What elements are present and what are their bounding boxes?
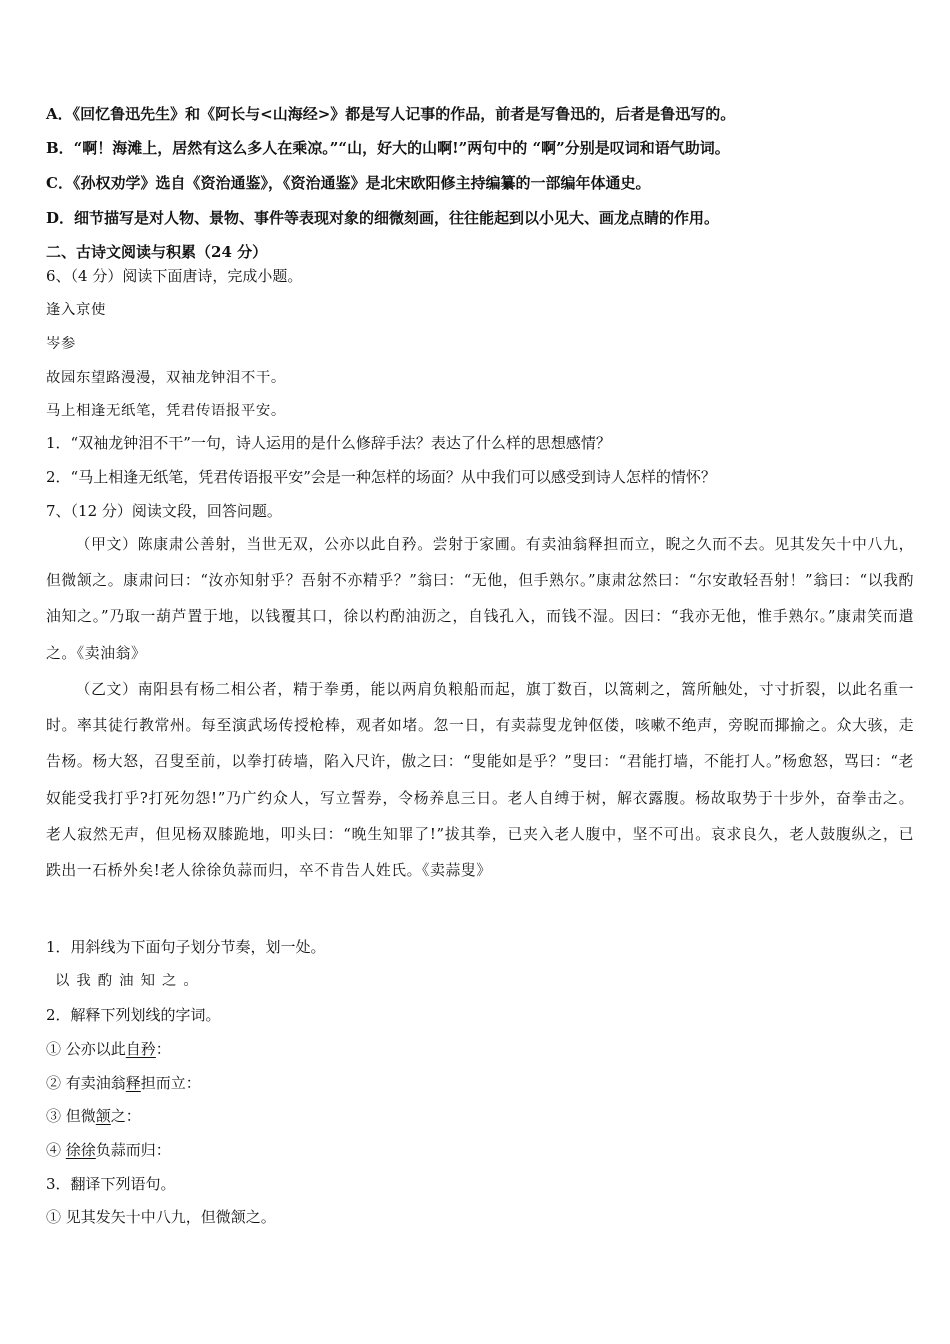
word-suffix: 负蒜而归：: [95, 1141, 171, 1159]
poem-title: 逢入京使: [46, 302, 106, 318]
word-suffix: 担而立：: [140, 1074, 201, 1092]
q6-sub-2: 2．“马上相逢无纸笔，凭君传语报平安”会是一种怎样的场面？从中我们可以感受到诗人怎样的情怀？: [46, 468, 716, 486]
word-prefix: ④: [46, 1141, 66, 1159]
passage-jia: （甲文）陈康肃公善射，当世无双，公亦以此自矜。尝射于家圃。有卖油翁释担而立，睨之久而不去。见其发矢十中八九，但微颔之。康肃问曰：“汝亦知射乎？吾射不亦精乎？”翁曰：“无他，但手熟尔。”康肃忿然曰：“尔安敢轻吾射！”翁曰：“以我酌油知之。”乃取一葫芦置于地，以钱覆其口，徐以杓酌油沥之，自钱孔入，而钱不湿。因曰：“我亦无他，惟手熟尔。”康肃笑而遣之。《卖油翁》: [46, 536, 914, 662]
passage-yi: （乙文）南阳县有杨二相公者，精于拳勇，能以两肩负粮船而起，旗丁数百，以篙刺之，篙所触处，寸寸折裂，以此名重一时。率其徒行教常州。每至演武场传授枪棒，观者如堵。忽一日，有卖蒜叟龙钟伛偻，咳嗽不绝声，旁睨而揶揄之。众大骇，走告杨。杨大怒，召叟至前，以拳打砖墙，陷入尺许，傲之曰：“叟能如是乎？”叟曰：“君能打墙，不能打人。”杨愈怒，骂曰：“老奴能受我打乎?打死勿怨!”乃广约众人，写立誓券，令杨养息三日。老人自缚于树，解衣露腹。杨故取势于十步外，奋拳击之。老人寂然无声，但见杨双膝跪地，叩头曰：“晚生知罪了!”拔其拳，已夹入老人腹中，坚不可出。哀求良久，老人鼓腹纵之，已跌出一石桥外矣!老人徐徐负蒜而归，卒不肯告人姓氏。《卖蒜叟》: [46, 681, 914, 880]
q7-sub-1: 1．用斜线为下面句子划分节奏，划一处。: [46, 938, 326, 956]
word-item-3: [46, 1106, 141, 1126]
rhythm-sentence: 以我酌油知之。: [55, 973, 205, 989]
q7-sub-3: 3．翻译下列语句。: [46, 1175, 176, 1193]
word-item-4: [46, 1140, 171, 1160]
word-item-1: [46, 1039, 171, 1059]
translate-item-1: ① 见其发矢十中八九，但微颔之。: [46, 1208, 276, 1226]
q7-stem: 7、（12 分）阅读文段，回答问题。: [46, 502, 282, 520]
poem-line-1: 故园东望路漫漫，双袖龙钟泪不干。: [46, 370, 286, 386]
section-heading: 二、古诗文阅读与积累（24 分）: [46, 243, 268, 261]
option-c: C．《孙权劝学》选自《资治通鉴》，《资治通鉴》是北宋欧阳修主持编纂的一部编年体通史。: [46, 174, 651, 192]
underlined-word: 徐徐: [65, 1141, 96, 1159]
option-d: D．细节描写是对人物、景物、事件等表现对象的细微刻画，往往能起到以小见大、画龙点睛的作用。: [46, 209, 720, 227]
word-prefix: ② 有卖油翁: [46, 1074, 126, 1092]
poem-line-2: 马上相逢无纸笔，凭君传语报平安。: [46, 403, 286, 419]
word-suffix: ：: [155, 1040, 171, 1058]
word-prefix: ① 公亦以此: [46, 1040, 126, 1058]
q7-sub-2: 2．解释下列划线的字词。: [46, 1006, 221, 1024]
underlined-word: 颔: [95, 1107, 111, 1125]
option-b: B．“啊！海滩上，居然有这么多人在乘凉。”“山，好大的山啊!”两句中的 “啊”分别是叹词和语气助词。: [46, 139, 730, 157]
word-prefix: ③ 但微: [46, 1107, 96, 1125]
underlined-word: 自矜: [125, 1040, 156, 1058]
word-item-2: [46, 1073, 201, 1093]
q6-stem: 6、（4 分）阅读下面唐诗，完成小题。: [46, 267, 303, 285]
word-suffix: 之：: [110, 1107, 141, 1125]
poem-author: 岑参: [46, 336, 76, 352]
q6-sub-1: 1．“双袖龙钟泪不干”一句，诗人运用的是什么修辞手法？表达了什么样的思想感情？: [46, 434, 611, 452]
option-a: A．《回忆鲁迅先生》和《阿长与<山海经>》都是写人记事的作品，前者是写鲁迅的，后者是鲁迅写的。: [46, 105, 736, 123]
underlined-word: 释: [125, 1074, 141, 1092]
